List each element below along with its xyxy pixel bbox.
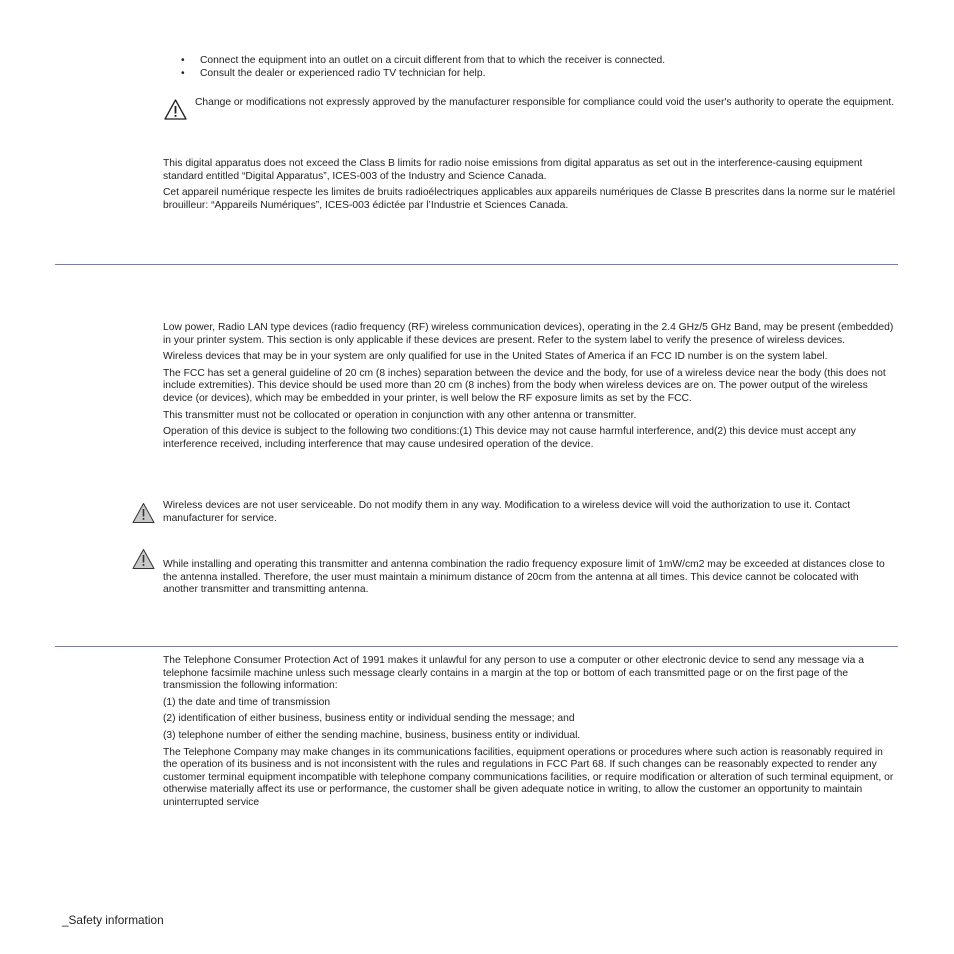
list-item xyxy=(181,54,901,67)
caution-icon xyxy=(131,548,156,570)
caution-icon xyxy=(131,502,156,524)
caution-text xyxy=(195,97,897,110)
fax-statement xyxy=(163,655,896,810)
page-footer: _Safety information xyxy=(62,913,164,927)
paragraph: Cet appareil numérique respecte les limites de bruits radioélectriques applicables aux appareils numériques de Classe B prescrites dans la norme sur le matériel brouilleur: “Appareils Numériques”, ICES-003 édictée par l’Industrie et Sciences Canada. xyxy=(163,187,896,211)
caution-text xyxy=(163,559,896,597)
paragraph: This transmitter must not be collocated or operation in conjunction with any other antenna or transmitter. xyxy=(163,409,637,421)
canada-statement xyxy=(163,158,896,212)
caution-paragraph: Wireless devices are not user serviceable. Do not modify them in any way. Modification to a wireless device will void the authorization to use it. Contact manufacturer for service. xyxy=(163,500,851,524)
list-item: (3) telephone number of either the sending machine, business, business entity or individual. xyxy=(163,729,581,741)
caution-paragraph: Change or modifications not expressly approved by the manufacturer responsible for compliance could void the user's authority to operate the equipment. xyxy=(195,97,895,108)
paragraph: The Telephone Consumer Protection Act of 1991 makes it unlawful for any person to use a computer or other electronic device to send any message via a telephone facsimile machine unless such message clearly contains in a margin at the top or bottom of each transmitted page or on the first page of the transmission the following information: xyxy=(163,655,864,692)
paragraph: The Telephone Company may make changes in its communications facilities, equipment operations or procedures where such action is reasonably required in the operation of its business and is not inconsistent with the rules and regulations in FCC Part 68. If such changes can be reasonably expected to render any customer terminal equipment incompatible with telephone company communications facilities, or require modification or alteration of such terminal equipment, or otherwise materially affect its use or performance, the customer shall be given adequate notice in writing, to allow the customer an opportunity to maintain uninterrupted service xyxy=(163,746,894,808)
bullet-marker: • xyxy=(181,68,185,79)
paragraph: This digital apparatus does not exceed the Class B limits for radio noise emissions from digital apparatus as set out in the interference-causing equipment standard entitled “Digital Apparatus”, ICES-003 of the Industry and Science Canada. xyxy=(163,158,863,182)
list-item: (1) the date and time of transmission xyxy=(163,696,331,708)
paragraph: Wireless devices that may be in your system are only qualified for use in the United States of America if an FCC ID number is on the system label. xyxy=(163,351,828,363)
paragraph: Operation of this device is subject to the following two conditions:(1) This device may not cause harmful interference, and(2) this device must accept any interference received, including interference that may cause undesired operation of the device. xyxy=(163,426,856,450)
caution-text xyxy=(163,500,896,525)
wireless-statement xyxy=(163,322,896,451)
caution-icon xyxy=(163,98,188,121)
list-item: (2) identification of either business, business entity or individual sending the message; and xyxy=(163,713,575,725)
list-item-text: Consult the dealer or experienced radio TV technician for help. xyxy=(200,68,486,79)
paragraph: Low power, Radio LAN type devices (radio frequency (RF) wireless communication devices), operating in the 2.4 GHz/5 GHz Band, may be present (embedded) in your printer system. This section is only applicable if these devices are present. Refer to the system label to verify the presence of wireless devices. xyxy=(163,322,894,346)
list-item xyxy=(181,67,901,80)
paragraph: The FCC has set a general guideline of 20 cm (8 inches) separation between the device and the body, for use of a wireless device near the body (this does not include extremities). This device should be used more than 20 cm (8 inches) from the body when wireless devices are on. The power output of the wireless device (or devices), which may be embedded in your printer, is well below the RF exposure limits as set by the FCC. xyxy=(163,367,886,404)
bullet-list xyxy=(181,54,901,80)
caution-paragraph: While installing and operating this transmitter and antenna combination the radio frequency exposure limit of 1mW/cm2 may be exceeded at distances close to the antenna installed. Therefore, the user must maintain a minimum distance of 20cm from the antenna at all times. This device cannot be colocated with another transmitter and transmitting antenna. xyxy=(163,559,885,596)
list-item-text: Connect the equipment into an outlet on a circuit different from that to which the receiver is connected. xyxy=(200,55,666,66)
section-divider xyxy=(55,264,898,265)
bullet-marker: • xyxy=(181,55,185,66)
section-divider xyxy=(55,646,898,647)
